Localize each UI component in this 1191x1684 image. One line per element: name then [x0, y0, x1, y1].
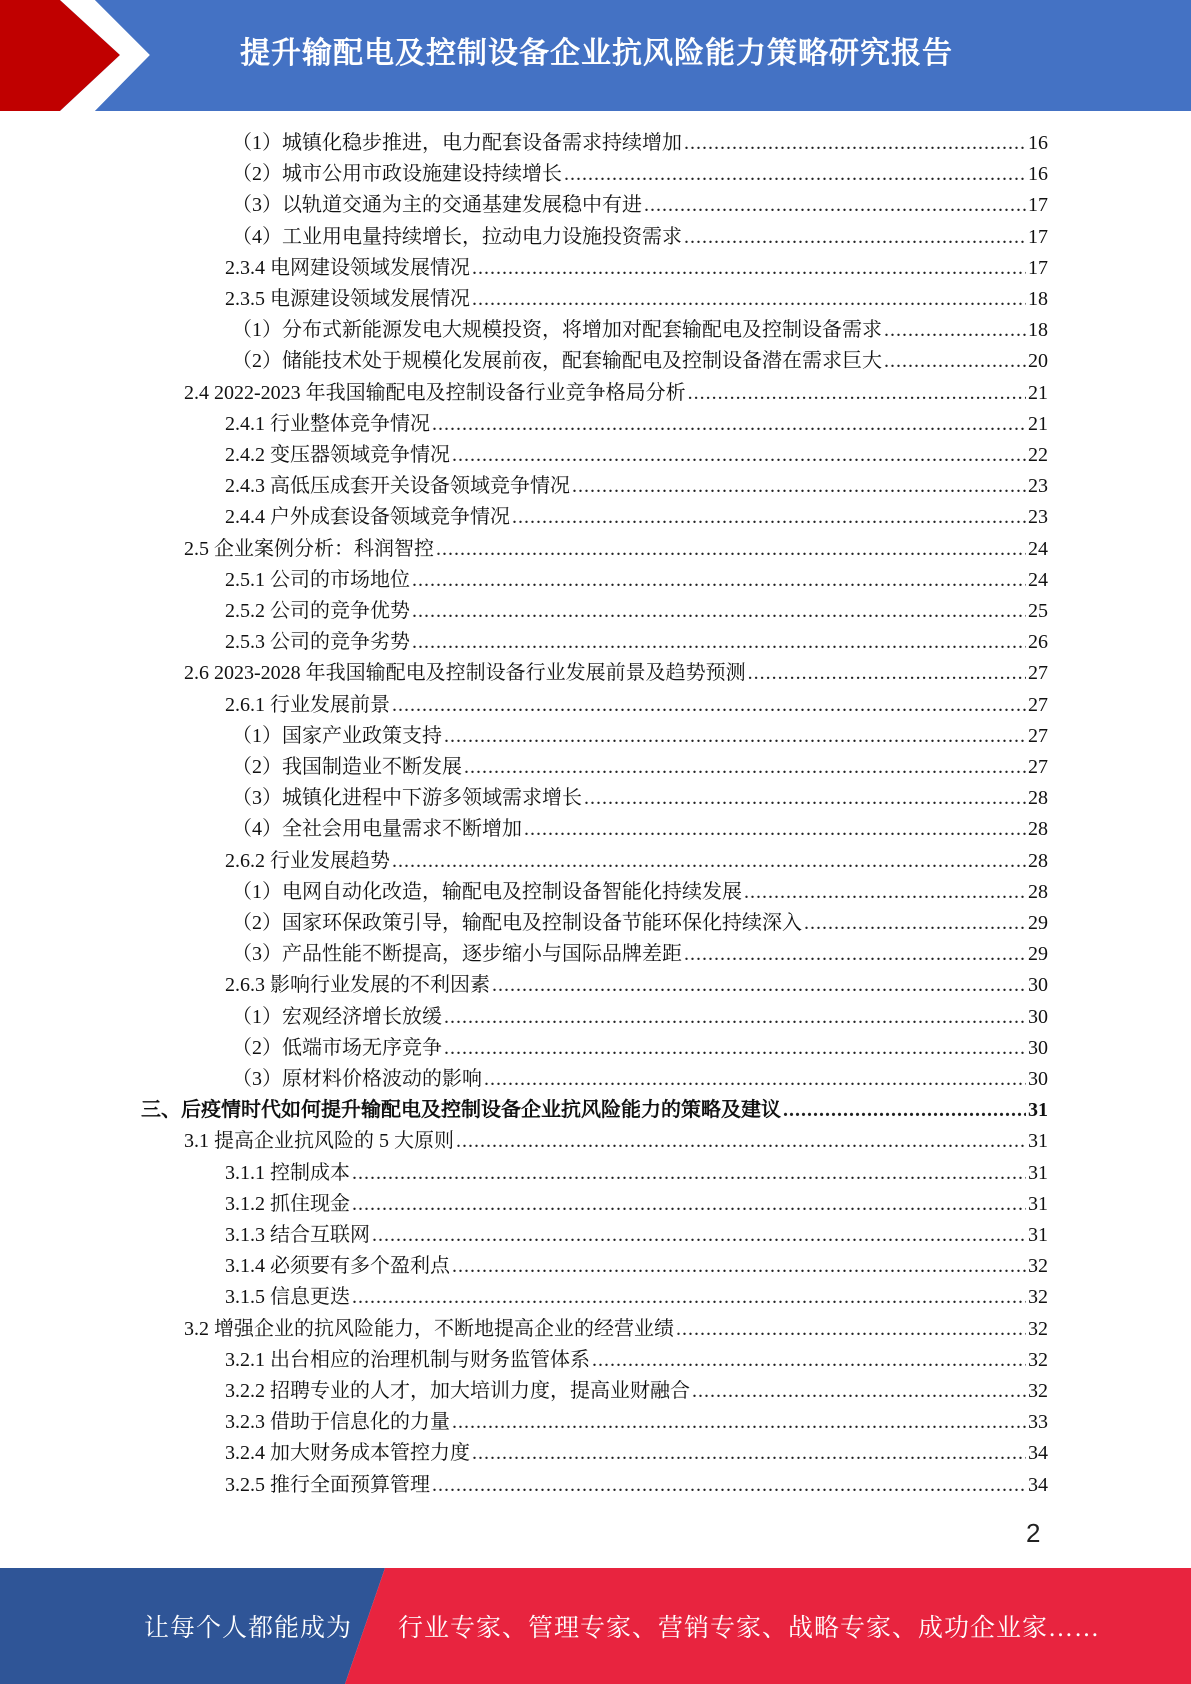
toc-entry-label: 2.3.4 电网建设领域发展情况: [225, 256, 470, 279]
toc-entry[interactable]: [225, 253, 1048, 284]
toc-entry-label: （2）城市公用市政设施建设持续增长: [232, 163, 562, 186]
toc-entry-page: 17: [1028, 256, 1048, 279]
toc-entry-page: 20: [1028, 350, 1048, 373]
toc-leader-dots: [484, 1064, 1026, 1095]
toc-entry-page: 24: [1028, 537, 1048, 560]
toc-entry[interactable]: [232, 939, 1048, 970]
toc-entry[interactable]: [184, 1314, 1048, 1345]
toc-leader-dots: [436, 534, 1026, 565]
toc-entry[interactable]: [232, 1033, 1048, 1064]
toc-entry-label: 3.1.4 必须要有多个盈利点: [225, 1255, 450, 1278]
toc-entry-label: 3.2.3 借助于信息化的力量: [225, 1411, 450, 1434]
toc-entry-label: 2.3.5 电源建设领域发展情况: [225, 288, 470, 310]
page-header: [0, 0, 1191, 111]
toc-entry-label: （1）电网自动化改造，输配电及控制设备智能化持续发展: [232, 880, 742, 903]
toc-entry-label: 2.5.2 公司的竞争优势: [225, 600, 410, 622]
toc-entry-page: 34: [1028, 1442, 1048, 1465]
toc-entry-page: 30: [1028, 974, 1048, 997]
toc-entry-page: 21: [1028, 412, 1048, 435]
toc-entry-page: 27: [1028, 693, 1048, 716]
toc-leader-dots: [352, 1189, 1026, 1220]
toc-entry-label: （3）城镇化进程中下游多领域需求增长: [232, 787, 582, 810]
toc-entry[interactable]: [225, 1158, 1048, 1189]
toc-leader-dots: [684, 128, 1026, 159]
toc-entry-label: （1）城镇化稳步推进，电力配套设备需求持续增加: [232, 132, 682, 154]
toc-leader-dots: [352, 1158, 1026, 1189]
toc-leader-dots: [456, 1126, 1026, 1157]
toc-entry-page: 17: [1028, 225, 1048, 248]
toc-leader-dots: [684, 222, 1026, 253]
toc-entry-label: （3）原材料价格波动的影响: [232, 1068, 482, 1090]
toc-leader-dots: [452, 440, 1026, 471]
toc-entry[interactable]: [225, 440, 1048, 471]
toc-leader-dots: [352, 1282, 1026, 1313]
toc-entry-page: 32: [1028, 1317, 1048, 1340]
toc-entry[interactable]: [225, 596, 1048, 627]
toc-entry-label: 3.1 提高企业抗风险的 5 大原则: [184, 1130, 454, 1153]
toc-entry-label: 2.4.2 变压器领域竞争情况: [225, 444, 450, 466]
toc-entry-label: （1）国家产业政策支持: [232, 724, 442, 747]
toc-entry-page: 21: [1028, 381, 1048, 404]
toc-leader-dots: [412, 596, 1026, 627]
toc-entry-page: 17: [1028, 194, 1048, 217]
toc-entry[interactable]: [225, 970, 1048, 1001]
toc-entry[interactable]: [232, 190, 1048, 221]
toc-leader-dots: [472, 284, 1026, 315]
toc-entry-page: 25: [1028, 600, 1048, 622]
toc-entry-label: （3）以轨道交通为主的交通基建发展稳中有进: [232, 194, 642, 217]
toc-leader-dots: [783, 1095, 1026, 1126]
toc-entry-page: 32: [1028, 1255, 1048, 1278]
toc-entry-label: 2.4 2022-2023 年我国输配电及控制设备行业竞争格局分析: [184, 381, 686, 404]
toc-leader-dots: [432, 1470, 1026, 1501]
toc-entry-page: 16: [1028, 132, 1048, 154]
toc-leader-dots: [676, 1314, 1026, 1345]
toc-entry-label: （2）储能技术处于规模化发展前夜，配套输配电及控制设备潜在需求巨大: [232, 350, 882, 373]
toc-entry-label: 2.4.1 行业整体竞争情况: [225, 412, 430, 435]
toc-entry-label: （2）低端市场无序竞争: [232, 1036, 442, 1059]
toc-entry-page: 28: [1028, 818, 1048, 841]
toc-entry[interactable]: [232, 783, 1048, 814]
toc-entry-label: （2）我国制造业不断发展: [232, 756, 462, 778]
toc-entry[interactable]: [225, 1470, 1048, 1501]
report-title: 提升输配电及控制设备企业抗风险能力策略研究报告: [240, 36, 953, 71]
toc-entry-page: 32: [1028, 1380, 1048, 1402]
toc-leader-dots: [444, 721, 1026, 752]
toc-leader-dots: [412, 627, 1026, 658]
toc-leader-dots: [444, 1002, 1026, 1033]
toc-entry-label: 2.4.4 户外成套设备领域竞争情况: [225, 506, 510, 529]
toc-entry-page: 26: [1028, 631, 1048, 654]
toc-entry-label: 3.2 增强企业的抗风险能力，不断地提高企业的经营业绩: [184, 1317, 674, 1340]
toc-entry-label: 3.1.3 结合互联网: [225, 1224, 370, 1246]
toc-leader-dots: [452, 1251, 1026, 1282]
toc-entry[interactable]: [232, 315, 1048, 346]
toc-entry-label: （1）宏观经济增长放缓: [232, 1005, 442, 1028]
toc-entry-page: 30: [1028, 1068, 1048, 1090]
toc-leader-dots: [744, 877, 1026, 908]
toc-entry[interactable]: [184, 658, 1048, 689]
toc-entry[interactable]: [232, 814, 1048, 845]
toc-entry-label: （2）国家环保政策引导，输配电及控制设备节能环保化持续深入: [232, 912, 802, 934]
toc-leader-dots: [412, 565, 1026, 596]
toc-entry-label: 2.6.1 行业发展前景: [225, 693, 390, 716]
toc-leader-dots: [572, 471, 1026, 502]
toc-leader-dots: [464, 752, 1026, 783]
toc-leader-dots: [564, 159, 1026, 190]
toc-entry-page: 30: [1028, 1005, 1048, 1028]
header-arrow-decoration: [0, 0, 160, 111]
toc-entry-page: 23: [1028, 475, 1048, 498]
toc-leader-dots: [592, 1345, 1026, 1376]
toc-entry-page: 30: [1028, 1036, 1048, 1059]
toc-entry-label: 2.4.3 高低压成套开关设备领域竞争情况: [225, 475, 570, 498]
toc-entry[interactable]: [232, 877, 1048, 908]
toc-entry-label: 2.5 企业案例分析：科润智控: [184, 537, 434, 560]
toc-entry-label: 3.2.1 出台相应的治理机制与财务监管体系: [225, 1348, 590, 1371]
toc-entry-page: 27: [1028, 756, 1048, 778]
toc-entry[interactable]: [232, 159, 1048, 190]
toc-entry-label: 3.1.5 信息更迭: [225, 1286, 350, 1309]
toc-leader-dots: [472, 1438, 1026, 1469]
toc-entry[interactable]: [232, 346, 1048, 377]
toc-leader-dots: [524, 814, 1026, 845]
footer-slogan-right: 行业专家、管理专家、营销专家、战略专家、成功企业家……: [398, 1615, 1101, 1642]
toc-leader-dots: [584, 783, 1026, 814]
toc-entry-page: 32: [1028, 1348, 1048, 1371]
toc-entry-label: 3.2.4 加大财务成本管控力度: [225, 1442, 470, 1465]
toc-leader-dots: [644, 190, 1026, 221]
toc-leader-dots: [804, 908, 1026, 939]
toc-entry[interactable]: [232, 752, 1048, 783]
toc-leader-dots: [748, 658, 1026, 689]
toc-entry-page: 31: [1028, 1192, 1048, 1215]
toc-leader-dots: [372, 1220, 1026, 1251]
toc-entry-label: 2.5.3 公司的竞争劣势: [225, 631, 410, 654]
toc-leader-dots: [472, 253, 1026, 284]
toc-entry[interactable]: [232, 222, 1048, 253]
toc-entry-label: 3.2.5 推行全面预算管理: [225, 1473, 430, 1496]
toc-entry-page: 18: [1028, 319, 1048, 342]
toc-entry-page: 31: [1028, 1099, 1048, 1122]
toc-entry-label: 2.6.2 行业发展趋势: [225, 849, 390, 872]
toc-entry[interactable]: [225, 1220, 1048, 1251]
toc-leader-dots: [492, 970, 1026, 1001]
toc-entry[interactable]: [225, 409, 1048, 440]
toc-entry[interactable]: [225, 284, 1048, 315]
page-footer: [0, 1568, 1191, 1684]
toc-entry[interactable]: [225, 690, 1048, 721]
toc-entry-page: 23: [1028, 506, 1048, 529]
toc-leader-dots: [392, 690, 1026, 721]
toc-entry-label: （1）分布式新能源发电大规模投资，将增加对配套输配电及控制设备需求: [232, 319, 882, 342]
toc-entry-page: 29: [1028, 912, 1048, 934]
toc-entry-label: （4）工业用电量持续增长，拉动电力设施投资需求: [232, 225, 682, 248]
toc-entry[interactable]: [232, 128, 1048, 159]
toc-entry[interactable]: [225, 1282, 1048, 1313]
toc-entry[interactable]: [232, 1064, 1048, 1095]
toc-entry[interactable]: [225, 502, 1048, 533]
toc-entry-label: （3）产品性能不断提高，逐步缩小与国际品牌差距: [232, 943, 682, 966]
toc-entry[interactable]: [184, 534, 1048, 565]
toc-leader-dots: [392, 846, 1026, 877]
footer-slogan-left: 让每个人都能成为: [144, 1615, 353, 1642]
toc-entry[interactable]: [225, 846, 1048, 877]
toc-entry-page: 32: [1028, 1286, 1048, 1309]
toc-leader-dots: [512, 502, 1026, 533]
toc-entry[interactable]: [184, 1126, 1048, 1157]
toc-entry[interactable]: [232, 908, 1048, 939]
toc-entry-page: 28: [1028, 787, 1048, 810]
toc-entry[interactable]: [225, 1376, 1048, 1407]
toc-entry-page: 16: [1028, 163, 1048, 186]
toc-entry[interactable]: [225, 1407, 1048, 1438]
toc-leader-dots: [692, 1376, 1026, 1407]
toc-entry-page: 34: [1028, 1473, 1048, 1496]
toc-leader-dots: [884, 315, 1026, 346]
toc-entry-page: 22: [1028, 444, 1048, 466]
toc-leader-dots: [684, 939, 1026, 970]
toc-entry[interactable]: [225, 1251, 1048, 1282]
toc-leader-dots: [452, 1407, 1026, 1438]
toc-entry-page: 27: [1028, 662, 1048, 685]
toc-entry-label: 2.6 2023-2028 年我国输配电及控制设备行业发展前景及趋势预测: [184, 662, 746, 685]
toc-entry-label: 3.1.2 抓住现金: [225, 1192, 350, 1215]
toc-entry-page: 31: [1028, 1130, 1048, 1153]
toc-entry[interactable]: [225, 471, 1048, 502]
toc-leader-dots: [884, 346, 1026, 377]
toc-entry-label: 2.6.3 影响行业发展的不利因素: [225, 974, 490, 997]
toc-leader-dots: [444, 1033, 1026, 1064]
toc-entry-page: 31: [1028, 1161, 1048, 1184]
toc-entry-page: 27: [1028, 724, 1048, 747]
toc-entry-label: 三、后疫情时代如何提升输配电及控制设备企业抗风险能力的策略及建议: [141, 1099, 781, 1122]
toc-entry[interactable]: [184, 378, 1048, 409]
toc-entry-label: 3.2.2 招聘专业的人才，加大培训力度，提高业财融合: [225, 1380, 690, 1402]
toc-entry[interactable]: [232, 721, 1048, 752]
toc-entry[interactable]: [225, 1438, 1048, 1469]
toc-entry-page: 33: [1028, 1411, 1048, 1434]
toc-entry-page: 28: [1028, 849, 1048, 872]
toc-entry[interactable]: [225, 1189, 1048, 1220]
page-number: 2: [1026, 1518, 1041, 1548]
toc-entry[interactable]: [225, 627, 1048, 658]
toc-entry[interactable]: [225, 565, 1048, 596]
toc-entry[interactable]: [232, 1002, 1048, 1033]
toc-entry-label: （4）全社会用电量需求不断增加: [232, 818, 522, 841]
toc-leader-dots: [688, 378, 1026, 409]
toc-entry-page: 28: [1028, 880, 1048, 903]
toc-entry-page: 24: [1028, 568, 1048, 591]
toc-entry-page: 29: [1028, 943, 1048, 966]
toc-entry-label: 2.5.1 公司的市场地位: [225, 568, 410, 591]
toc-entry-page: 18: [1028, 288, 1048, 310]
toc-entry-page: 31: [1028, 1224, 1048, 1246]
toc-entry[interactable]: [225, 1345, 1048, 1376]
toc-entry-label: 3.1.1 控制成本: [225, 1161, 350, 1184]
toc-leader-dots: [432, 409, 1026, 440]
toc-entry[interactable]: [141, 1095, 1048, 1126]
